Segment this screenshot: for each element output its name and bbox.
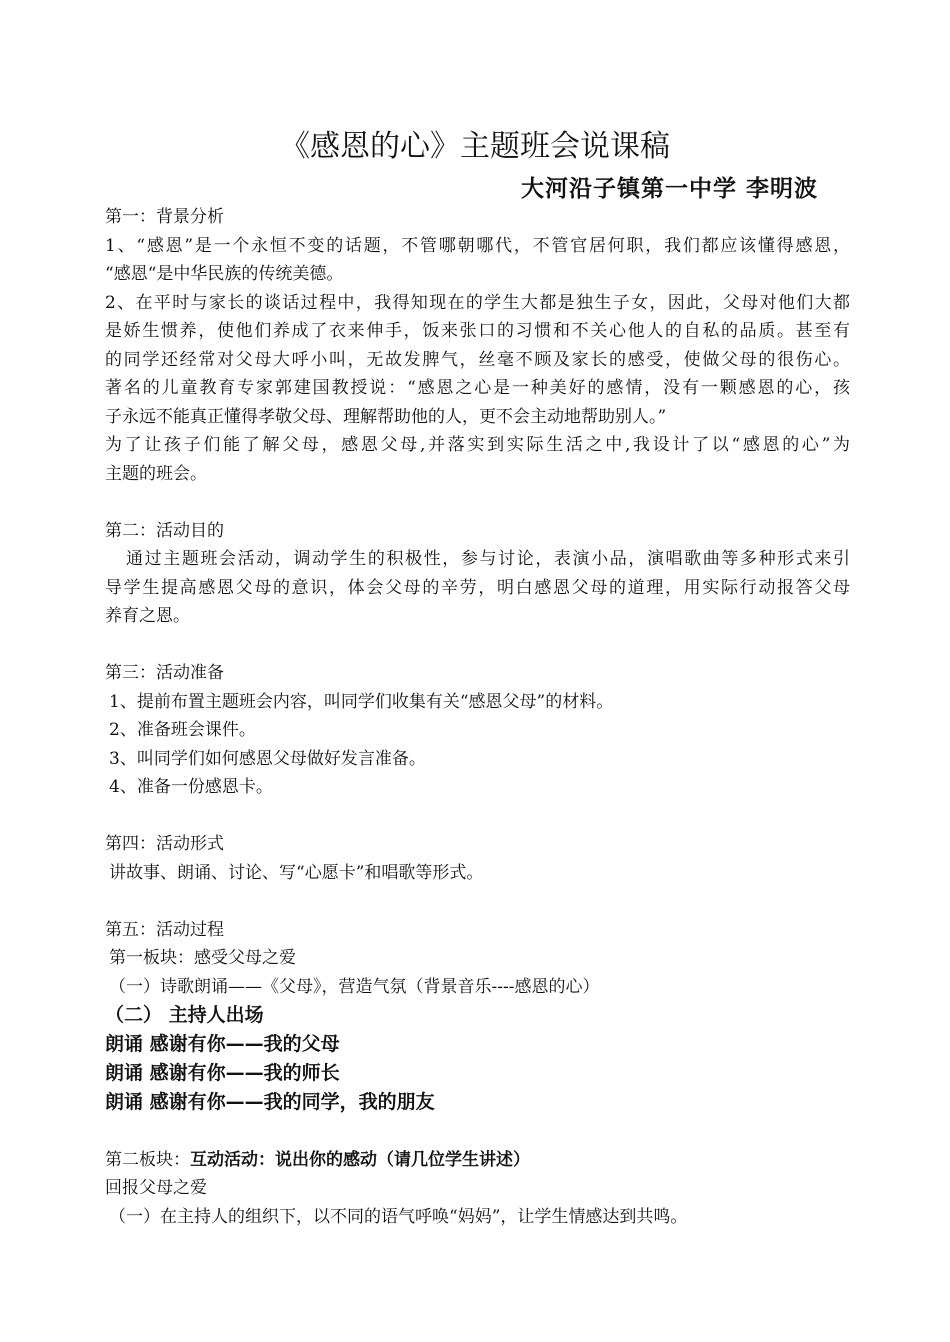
bold-line: （二） 主持人出场	[105, 1004, 264, 1026]
paragraph-line: 2、在平时与家长的谈话过程中，我得知现在的学生大都是独生子女，因此，父母对他们大都	[105, 292, 850, 313]
paragraph-line: 子永远不能真正懂得孝敬父母、理解帮助他的人，更不会主动地帮助别人。”	[105, 406, 667, 427]
section-heading-process: 第五：活动过程	[105, 919, 224, 940]
paragraph-line: 为了让孩子们能了解父母，感恩父母,并落实到实际生活之中,我设计了以“感恩的心”为	[105, 435, 850, 455]
paragraph-line: 著名的儿童教育专家郭建国教授说：“感恩之心是一种美好的感情，没有一颗感恩的心，孩	[105, 378, 850, 398]
spacer	[105, 1117, 850, 1146]
paragraph-line: 导学生提高感恩父母的意识，体会父母的辛劳，明白感恩父母的道理，用实际行动报答父母	[105, 577, 850, 598]
paragraph-line: 讲故事、朗诵、讨论、写“心愿卡”和唱歌等形式。	[109, 862, 484, 883]
list-item: 3、叫同学们如何感恩父母做好发言准备。	[109, 748, 426, 769]
list-item: 4、准备一份感恩卡。	[109, 777, 273, 797]
list-item: 2、准备班会课件。	[109, 720, 256, 740]
bold-line: 朗诵 感谢有你——我的同学，我的朋友	[105, 1091, 435, 1113]
author-line: 大河沿子镇第一中学 李明波	[520, 175, 818, 202]
subsection-title-bold: 互动活动：说出你的感动（请几位学生讲述）	[190, 1149, 530, 1170]
paragraph-line: （一）在主持人的组织下，以不同的语气呼唤“妈妈”，让学生情感达到共鸣。	[109, 1206, 688, 1227]
section-heading-preparation: 第三：活动准备	[105, 663, 224, 683]
spacer	[105, 631, 850, 660]
paragraph-line: 养育之恩。	[105, 606, 190, 626]
paragraph-line: 通过主题班会活动，调动学生的积极性，参与讨论，表演小品，演唱歌曲等多种形式来引	[105, 549, 850, 569]
section-heading-format: 第四：活动形式	[105, 834, 224, 854]
paragraph-line: 回报父母之爱	[105, 1178, 207, 1198]
spacer	[105, 488, 850, 517]
bold-line: 朗诵 感谢有你——我的师长	[105, 1062, 340, 1084]
paragraph-line: 主题的班会。	[105, 463, 207, 484]
spacer	[105, 802, 850, 831]
paragraph-line: “感恩“是中华民族的传统美德。	[105, 264, 344, 284]
spacer	[105, 887, 850, 916]
subsection-heading: 第一板块：感受父母之爱	[109, 948, 296, 968]
section-heading-purpose: 第二：活动目的	[105, 520, 224, 541]
paragraph-line: 1、“感恩”是一个永恒不变的话题，不管哪朝哪代，不管官居何职，我们都应该懂得感恩，	[105, 235, 850, 256]
list-item: 1、提前布置主题班会内容，叫同学们收集有关“感恩父母”的材料。	[109, 691, 614, 712]
paragraph-line: 是娇生惯养，使他们养成了衣来伸手，饭来张口的习惯和不关心他人的自私的品质。甚至有	[105, 321, 850, 341]
bold-line: 朗诵 感谢有你——我的父母	[105, 1033, 340, 1055]
subsection-label: 第二板块：	[105, 1149, 190, 1170]
subsection-heading	[105, 1146, 850, 1175]
document-title: 《感恩的心》主题班会说课稿	[280, 129, 670, 164]
section-heading-background: 第一：背景分析	[105, 207, 224, 227]
document-body	[105, 203, 850, 1231]
paragraph-line: 的同学还经常对父母大呼小叫，无故发脾气，丝毫不顾及家长的感受，使做父母的很伤心。	[105, 349, 850, 370]
paragraph-line: （一）诗歌朗诵——《父母》，营造气氛（背景音乐----感恩的心）	[109, 976, 600, 997]
